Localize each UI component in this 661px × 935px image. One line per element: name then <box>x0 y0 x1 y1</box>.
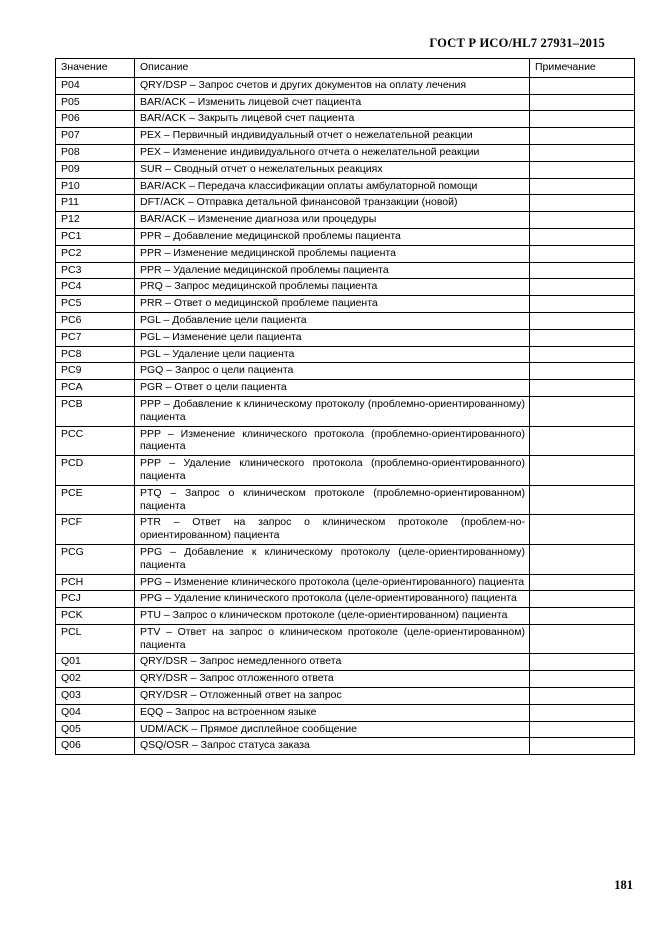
cell-description: UDM/ACK – Прямое дисплейное сообщение <box>135 721 530 738</box>
cell-note <box>530 456 635 486</box>
cell-code: P08 <box>56 144 135 161</box>
cell-note <box>530 544 635 574</box>
table-row <box>56 178 635 195</box>
table-row <box>56 296 635 313</box>
cell-description: PPR – Добавление медицинской проблемы пациента <box>135 228 530 245</box>
cell-note <box>530 688 635 705</box>
table-row <box>56 544 635 574</box>
cell-description: BAR/ACK – Закрыть лицевой счет пациента <box>135 111 530 128</box>
cell-code: PCH <box>56 574 135 591</box>
table-row <box>56 195 635 212</box>
cell-note <box>530 279 635 296</box>
table-row <box>56 77 635 94</box>
table-row <box>56 671 635 688</box>
cell-description: PTQ – Запрос о клиническом протоколе (проблемно-ориентированном) пациента <box>135 485 530 515</box>
cell-description: PPP – Добавление к клиническому протоколу (проблемно-ориентированному) пациента <box>135 396 530 426</box>
table-body <box>56 77 635 754</box>
table-row <box>56 346 635 363</box>
cell-description: PGQ – Запрос о цели пациента <box>135 363 530 380</box>
table-row <box>56 228 635 245</box>
column-header-code: Значение <box>56 59 135 78</box>
table-row <box>56 485 635 515</box>
cell-note <box>530 346 635 363</box>
table-row <box>56 245 635 262</box>
cell-note <box>530 426 635 456</box>
cell-description: BAR/ACK – Изменение диагноза или процедуры <box>135 212 530 229</box>
cell-note <box>530 515 635 545</box>
table-row <box>56 688 635 705</box>
table-row <box>56 426 635 456</box>
cell-description: QRY/DSR – Запрос отложенного ответа <box>135 671 530 688</box>
cell-code: Q04 <box>56 704 135 721</box>
cell-note <box>530 262 635 279</box>
table-row <box>56 312 635 329</box>
cell-note <box>530 380 635 397</box>
cell-description: PGR – Ответ о цели пациента <box>135 380 530 397</box>
cell-note <box>530 228 635 245</box>
cell-note <box>530 245 635 262</box>
cell-description: BAR/ACK – Передача классификации оплаты амбулаторной помощи <box>135 178 530 195</box>
cell-code: Q05 <box>56 721 135 738</box>
table-row <box>56 94 635 111</box>
cell-code: PC2 <box>56 245 135 262</box>
table-row <box>56 624 635 654</box>
table-row <box>56 738 635 755</box>
cell-description: PTR – Ответ на запрос о клиническом протоколе (проблем-но-ориентированном) пациента <box>135 515 530 545</box>
cell-note <box>530 144 635 161</box>
cell-description: PGL – Изменение цели пациента <box>135 329 530 346</box>
table-row <box>56 161 635 178</box>
cell-description: SUR – Сводный отчет о нежелательных реакциях <box>135 161 530 178</box>
table-row <box>56 111 635 128</box>
cell-code: PC6 <box>56 312 135 329</box>
cell-note <box>530 195 635 212</box>
cell-description: PPP – Удаление клинического протокола (проблемно-ориентированного) пациента <box>135 456 530 486</box>
cell-description: PRR – Ответ о медицинской проблеме пациента <box>135 296 530 313</box>
cell-code: PCD <box>56 456 135 486</box>
column-header-note: Примечание <box>530 59 635 78</box>
cell-note <box>530 178 635 195</box>
cell-code: PCG <box>56 544 135 574</box>
cell-note <box>530 161 635 178</box>
cell-code: P05 <box>56 94 135 111</box>
table-row <box>56 212 635 229</box>
cell-code: PCL <box>56 624 135 654</box>
cell-note <box>530 624 635 654</box>
table-row <box>56 329 635 346</box>
cell-note <box>530 608 635 625</box>
cell-code: P06 <box>56 111 135 128</box>
table-row <box>56 721 635 738</box>
cell-code: P09 <box>56 161 135 178</box>
cell-description: QSQ/OSR – Запрос статуса заказа <box>135 738 530 755</box>
cell-description: PPR – Изменение медицинской проблемы пациента <box>135 245 530 262</box>
cell-code: Q03 <box>56 688 135 705</box>
cell-description: QRY/DSR – Запрос немедленного ответа <box>135 654 530 671</box>
cell-description: QRY/DSR – Отложенный ответ на запрос <box>135 688 530 705</box>
table-row <box>56 574 635 591</box>
cell-code: P11 <box>56 195 135 212</box>
cell-code: P12 <box>56 212 135 229</box>
cell-note <box>530 212 635 229</box>
cell-code: PC7 <box>56 329 135 346</box>
cell-note <box>530 704 635 721</box>
cell-code: PC3 <box>56 262 135 279</box>
table-row <box>56 654 635 671</box>
table-row <box>56 608 635 625</box>
table-row <box>56 515 635 545</box>
message-types-table <box>55 58 635 755</box>
table-header-row <box>56 59 635 78</box>
cell-description: PPG – Удаление клинического протокола (целе-ориентированного) пациента <box>135 591 530 608</box>
cell-note <box>530 671 635 688</box>
cell-note <box>530 329 635 346</box>
table-row <box>56 279 635 296</box>
cell-note <box>530 94 635 111</box>
cell-code: PCK <box>56 608 135 625</box>
cell-code: PC1 <box>56 228 135 245</box>
cell-description: PPG – Изменение клинического протокола (целе-ориентированного) пациента <box>135 574 530 591</box>
cell-code: Q06 <box>56 738 135 755</box>
table-row <box>56 591 635 608</box>
cell-note <box>530 312 635 329</box>
column-header-description: Описание <box>135 59 530 78</box>
cell-code: P07 <box>56 128 135 145</box>
cell-note <box>530 128 635 145</box>
cell-code: P04 <box>56 77 135 94</box>
cell-code: PCF <box>56 515 135 545</box>
cell-note <box>530 591 635 608</box>
table-row <box>56 396 635 426</box>
cell-note <box>530 721 635 738</box>
table-row <box>56 363 635 380</box>
table-row <box>56 456 635 486</box>
cell-note <box>530 738 635 755</box>
cell-code: PC5 <box>56 296 135 313</box>
table-header <box>56 59 635 78</box>
cell-description: EQQ – Запрос на встроенном языке <box>135 704 530 721</box>
cell-code: Q02 <box>56 671 135 688</box>
table-row <box>56 380 635 397</box>
cell-description: PPG – Добавление к клиническому протоколу (целе-ориентированному) пациента <box>135 544 530 574</box>
cell-code: PC4 <box>56 279 135 296</box>
cell-code: PCE <box>56 485 135 515</box>
cell-code: Q01 <box>56 654 135 671</box>
cell-description: PPR – Удаление медицинской проблемы пациента <box>135 262 530 279</box>
cell-description: QRY/DSP – Запрос счетов и других документов на оплату лечения <box>135 77 530 94</box>
cell-code: PCB <box>56 396 135 426</box>
cell-description: PGL – Удаление цели пациента <box>135 346 530 363</box>
cell-note <box>530 77 635 94</box>
cell-description: PPP – Изменение клинического протокола (проблемно-ориентированного) пациента <box>135 426 530 456</box>
cell-description: PRQ – Запрос медицинской проблемы пациента <box>135 279 530 296</box>
table-row <box>56 144 635 161</box>
cell-note <box>530 296 635 313</box>
cell-code: PCJ <box>56 591 135 608</box>
cell-code: PCC <box>56 426 135 456</box>
cell-description: PGL – Добавление цели пациента <box>135 312 530 329</box>
cell-note <box>530 574 635 591</box>
table-row <box>56 704 635 721</box>
cell-note <box>530 363 635 380</box>
cell-description: DFT/ACK – Отправка детальной финансовой транзакции (новой) <box>135 195 530 212</box>
standard-header: ГОСТ Р ИСО/HL7 27931–2015 <box>429 36 605 50</box>
cell-description: PTU – Запрос о клиническом протоколе (целе-ориентированном) пациента <box>135 608 530 625</box>
cell-code: PC8 <box>56 346 135 363</box>
cell-note <box>530 396 635 426</box>
cell-note <box>530 111 635 128</box>
cell-description: BAR/ACK – Изменить лицевой счет пациента <box>135 94 530 111</box>
cell-description: PTV – Ответ на запрос о клиническом протоколе (целе-ориентированном) пациента <box>135 624 530 654</box>
cell-code: PC9 <box>56 363 135 380</box>
cell-note <box>530 654 635 671</box>
table-row <box>56 262 635 279</box>
cell-note <box>530 485 635 515</box>
cell-code: PCA <box>56 380 135 397</box>
cell-description: PEX – Первичный индивидуальный отчет о нежелательной реакции <box>135 128 530 145</box>
table-row <box>56 128 635 145</box>
cell-code: P10 <box>56 178 135 195</box>
cell-description: PEX – Изменение индивидуального отчета о нежелательной реакции <box>135 144 530 161</box>
page-number: 181 <box>614 878 633 892</box>
